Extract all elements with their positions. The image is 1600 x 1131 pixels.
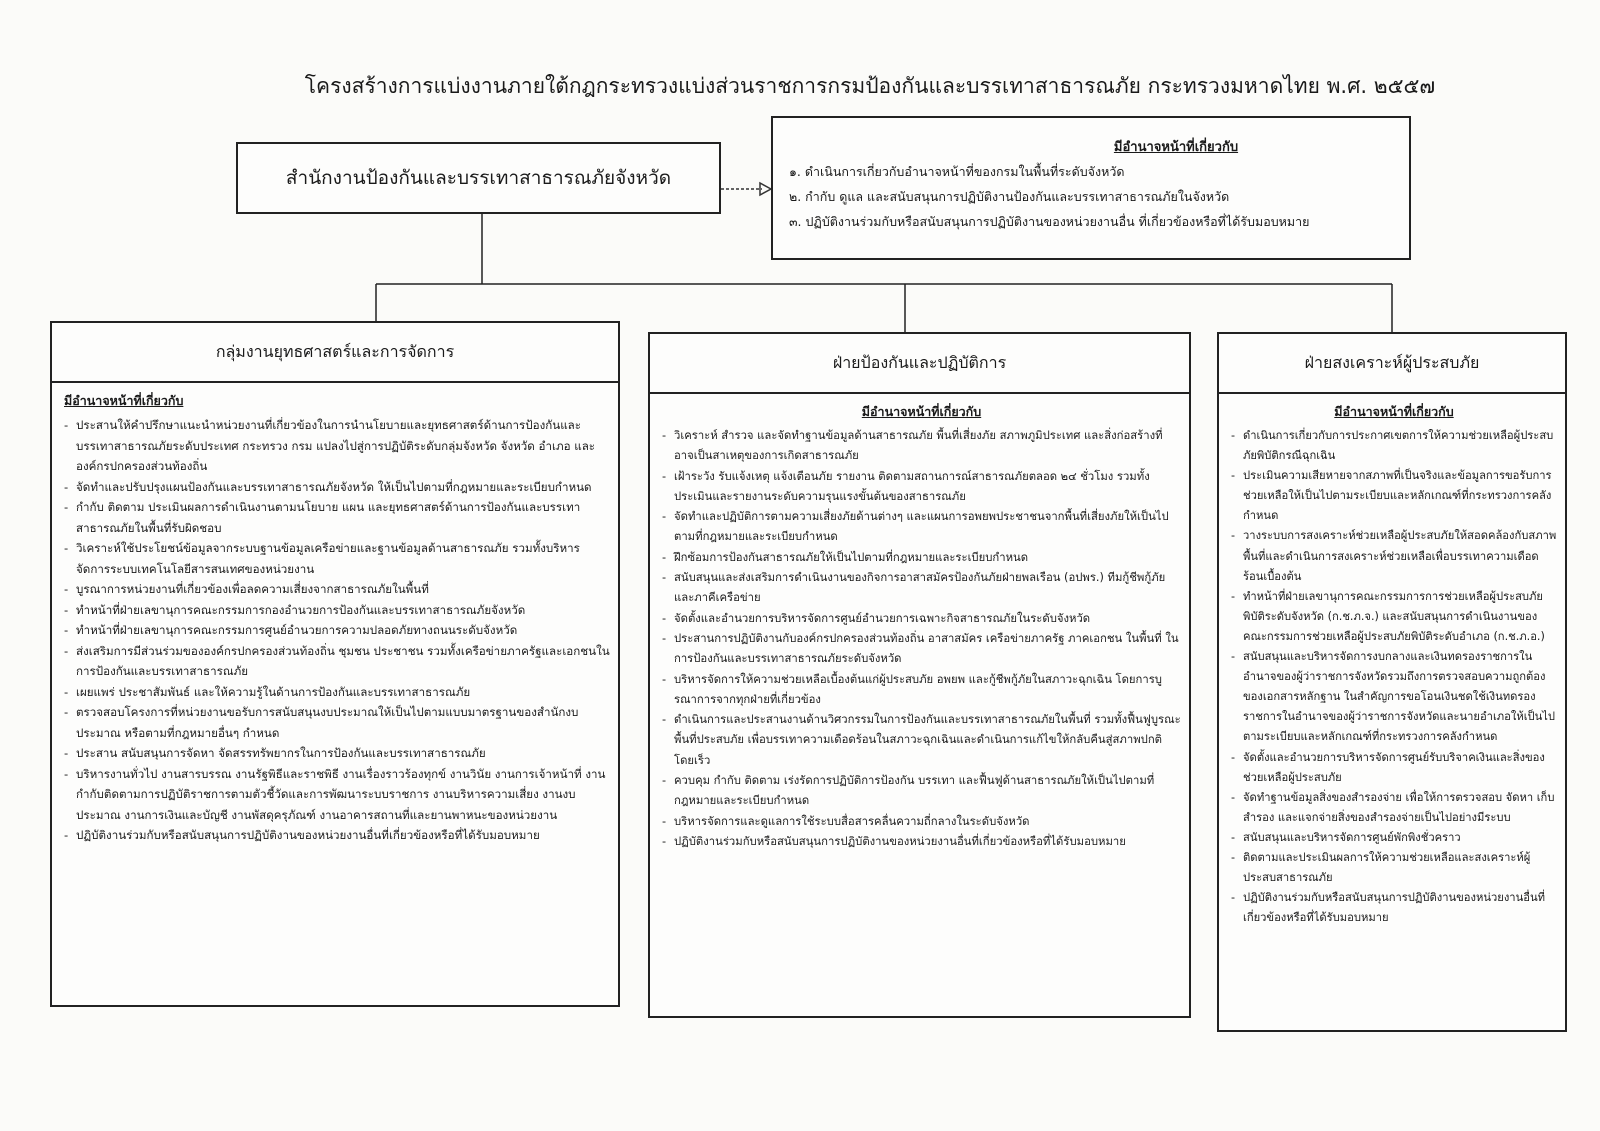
list-item: - บูรณาการหน่วยงานที่เกี่ยวข้องเพื่อลดความเสี่ยงจากสาธารณภัยในพื้นที่	[64, 579, 610, 600]
unit-title: ฝ่ายสงเคราะห์ผู้ประสบภัย	[1219, 334, 1565, 394]
unit-title: กลุ่มงานยุทธศาสตร์และการจัดการ	[52, 323, 618, 383]
list-item: - ดำเนินการและประสานงานด้านวิศวกรรมในการป้องกันและบรรเทาสาธารณภัยในพื้นที่ รวมทั้งฟื้นฟูบูรณะพื้นที่ประสบภัย เพื่อบรรเทาความเดือดร้อนในสภาวะฉุกเฉินและดำเนินการแก้ไขให้กลับคืนสู่สภาพปกติโดยเร็ว	[662, 710, 1181, 771]
office-duty-item: ๒. กำกับ ดูแล และสนับสนุนการปฏิบัติงานป้องกันและบรรเทาสาธารณภัยในจังหวัด	[789, 189, 1230, 204]
list-item: - ติดตามและประเมินผลการให้ความช่วยเหลือและสงเคราะห์ผู้ประสบสาธารณภัย	[1231, 848, 1557, 888]
list-item: - วางระบบการสงเคราะห์ช่วยเหลือผู้ประสบภัยให้สอดคล้องกับสภาพพื้นที่และดำเนินการสงเคราะห์ช่วยเหลือเพื่อบรรเทาความเดือดร้อนเบื้องต้น	[1231, 526, 1557, 586]
office-duty-item: ๓. ปฏิบัติงานร่วมกับหรือสนับสนุนการปฏิบัติงานของหน่วยงานอื่น ที่เกี่ยวข้องหรือที่ได้รับมอบหมาย	[789, 214, 1310, 229]
list-item: - จัดทำและปรับปรุงแผนป้องกันและบรรเทาสาธารณภัยจังหวัด ให้เป็นไปตามที่กฎหมายและระเบียบกำหนด	[64, 477, 610, 498]
list-item: - ประเมินความเสียหายจากสภาพที่เป็นจริงและข้อมูลการขอรับการช่วยเหลือให้เป็นไปตามระเบียบและหลักเกณฑ์ที่กระทรวงการคลังกำหนด	[1231, 466, 1557, 526]
unit-duty-title: มีอำนาจหน้าที่เกี่ยวกับ	[861, 404, 982, 419]
unit-duty-list	[1231, 426, 1557, 928]
list-item: - ทำหน้าที่ฝ่ายเลขานุการคณะกรรมการกองอำนวยการป้องกันและบรรเทาสาธารณภัยจังหวัด	[64, 600, 610, 621]
list-item: - ปฏิบัติงานร่วมกับหรือสนับสนุนการปฏิบัติงานของหน่วยงานอื่นที่เกี่ยวข้องหรือที่ได้รับมอบหมาย	[64, 825, 610, 846]
office-duties-title: มีอำนาจหน้าที่เกี่ยวกับ	[1113, 140, 1239, 155]
list-item: - เฝ้าระวัง รับแจ้งเหตุ แจ้งเตือนภัย รายงาน ติดตามสถานการณ์สาธารณภัยตลอด ๒๔ ชั่วโมง รวมทั้งประเมินและรายงานระดับความรุนแรงขั้นต้นของสาธารณภัย	[662, 467, 1181, 508]
unit-duty-list	[64, 415, 610, 846]
list-item: - ประสานการปฏิบัติงานกับองค์กรปกครองส่วนท้องถิ่น อาสาสมัคร เครือข่ายภาครัฐ ภาคเอกชน ในพื้นที่ ในการป้องกันและบรรเทาสาธารณภัยระดับจังหวัด	[662, 629, 1181, 670]
list-item: - จัดตั้งและอำนวยการบริหารจัดการศูนย์อำนวยการเฉพาะกิจสาธารณภัยในระดับจังหวัด	[662, 609, 1181, 629]
list-item: - ควบคุม กำกับ ติดตาม เร่งรัดการปฏิบัติการป้องกัน บรรเทา และฟื้นฟูด้านสาธารณภัยให้เป็นไปตามที่กฎหมายและระเบียบกำหนด	[662, 771, 1181, 812]
list-item: - เผยแพร่ ประชาสัมพันธ์ และให้ความรู้ในด้านการป้องกันและบรรเทาสาธารณภัย	[64, 682, 610, 703]
list-item: - ทำหน้าที่ฝ่ายเลขานุการคณะกรรมการศูนย์อำนวยการความปลอดภัยทางถนนระดับจังหวัด	[64, 620, 610, 641]
list-item: - วิเคราะห์ สำรวจ และจัดทำฐานข้อมูลด้านสาธารณภัย พื้นที่เสี่ยงภัย สภาพภูมิประเทศ และสิ่งก่อสร้างที่อาจเป็นสาเหตุของการเกิดสาธารณภัย	[662, 426, 1181, 467]
list-item: - บริหารจัดการให้ความช่วยเหลือเบื้องต้นแก่ผู้ประสบภัย อพยพ และกู้ชีพกู้ภัยในสภาวะฉุกเฉิน โดยการบูรณาการจากทุกฝ่ายที่เกี่ยวข้อง	[662, 670, 1181, 711]
list-item: - ดำเนินการเกี่ยวกับการประกาศเขตการให้ความช่วยเหลือผู้ประสบภัยพิบัติกรณีฉุกเฉิน	[1231, 426, 1557, 466]
list-item: - วิเคราะห์ใช้ประโยชน์ข้อมูลจากระบบฐานข้อมูลเครือข่ายและฐานข้อมูลด้านสาธารณภัย รวมทั้งบริหารจัดการระบบเทคโนโลยีสารสนเทศของหน่วยงาน	[64, 538, 610, 579]
list-item: - ปฏิบัติงานร่วมกับหรือสนับสนุนการปฏิบัติงานของหน่วยงานอื่นที่เกี่ยวข้องหรือที่ได้รับมอบหมาย	[662, 832, 1181, 852]
unit-title: ฝ่ายป้องกันและปฏิบัติการ	[650, 334, 1189, 394]
unit-duty-title: มีอำนาจหน้าที่เกี่ยวกับ	[1334, 404, 1454, 419]
list-item: - กำกับ ติดตาม ประเมินผลการดำเนินงานตามนโยบาย แผน และยุทธศาสตร์ด้านการป้องกันและบรรเทาสาธารณภัยในพื้นที่รับผิดชอบ	[64, 497, 610, 538]
list-item: - บริหารงานทั่วไป งานสารบรรณ งานรัฐพิธีและราชพิธี งานเรื่องราวร้องทุกข์ งานวินัย งานการเจ้าหน้าที่ งานกำกับติดตามการปฏิบัติราชการตามตัวชี้วัดและการพัฒนาระบบราชการ งานบริหารความเสี่ยง งานงบประมาณ งานการเงินและบัญชี งานพัสดุครุภัณฑ์ งานอาคารสถานที่และยานพาหนะของหน่วยงาน	[64, 764, 610, 826]
root-office-label: สำนักงานป้องกันและบรรเทาสาธารณภัยจังหวัด	[285, 167, 672, 189]
list-item: - สนับสนุนและบริหารจัดการศูนย์พักพิงชั่วคราว	[1231, 828, 1557, 848]
unit-duty-title: มีอำนาจหน้าที่เกี่ยวกับ	[64, 393, 184, 408]
list-item: - สนับสนุนและส่งเสริมการดำเนินงานของกิจการอาสาสมัครป้องกันภัยฝ่ายพลเรือน (อปพร.) ทีมกู้ชีพกู้ภัย และภาคีเครือข่าย	[662, 568, 1181, 609]
list-item: - ฝึกซ้อมการป้องกันสาธารณภัยให้เป็นไปตามที่กฎหมายและระเบียบกำหนด	[662, 548, 1181, 568]
list-item: - ทำหน้าที่ฝ่ายเลขานุการคณะกรรมการการช่วยเหลือผู้ประสบภัยพิบัติระดับจังหวัด (ก.ช.ภ.จ.) และสนับสนุนการดำเนินงานของคณะกรรมการช่วยเหลือผู้ประสบภัยพิบัติระดับอำเภอ (ก.ช.ภ.อ.)	[1231, 587, 1557, 647]
list-item: - ส่งเสริมการมีส่วนร่วมขององค์กรปกครองส่วนท้องถิ่น ชุมชน ประชาชน รวมทั้งเครือข่ายภาครัฐและเอกชนในการป้องกันและบรรเทาสาธารณภัย	[64, 641, 610, 682]
unit-duty-list	[662, 426, 1181, 852]
list-item: - บริหารจัดการและดูแลการใช้ระบบสื่อสารคลื่นความถี่กลางในระดับจังหวัด	[662, 812, 1181, 832]
unit-disaster-relief	[1217, 332, 1567, 1032]
unit-prevention-operations	[648, 332, 1191, 1018]
office-duty-item: ๑. ดำเนินการเกี่ยวกับอำนาจหน้าที่ของกรมในพื้นที่ระดับจังหวัด	[789, 164, 1125, 179]
list-item: - ประสาน สนับสนุนการจัดหา จัดสรรทรัพยากรในการป้องกันและบรรเทาสาธารณภัย	[64, 743, 610, 764]
office-duties-box	[771, 116, 1411, 260]
list-item: - ปฏิบัติงานร่วมกับหรือสนับสนุนการปฏิบัติงานของหน่วยงานอื่นที่เกี่ยวข้องหรือที่ได้รับมอบหมาย	[1231, 888, 1557, 928]
unit-strategy-management	[50, 321, 620, 1007]
list-item: - จัดทำและปฏิบัติการตามความเสี่ยงภัยด้านต่างๆ และแผนการอพยพประชาชนจากพื้นที่เสี่ยงภัยให้เป็นไปตามที่กฎหมายและระเบียบกำหนด	[662, 507, 1181, 548]
list-item: - ประสานให้คำปรึกษาแนะนำหน่วยงานที่เกี่ยวข้องในการนำนโยบายและยุทธศาสตร์ด้านการป้องกันและบรรเทาสาธารณภัยระดับประเทศ กระทรวง กรม แปลงไปสู่การปฏิบัติระดับกลุ่มจังหวัด จังหวัด อำเภอ และองค์กรปกครองส่วนท้องถิ่น	[64, 415, 610, 477]
list-item: - ตรวจสอบโครงการที่หน่วยงานขอรับการสนับสนุนงบประมาณให้เป็นไปตามแบบมาตรฐานของสำนักงบประมาณ หรือตามที่กฎหมายอื่นๆ กำหนด	[64, 702, 610, 743]
page-title: โครงสร้างการแบ่งงานภายใต้กฎกระทรวงแบ่งส่วนราชการกรมป้องกันและบรรเทาสาธารณภัย กระทรวงมหาดไทย พ.ศ. ๒๕๕๗	[304, 74, 1436, 98]
root-office-box	[236, 142, 721, 214]
list-item: - จัดตั้งและอำนวยการบริหารจัดการศูนย์รับบริจาคเงินและสิ่งของช่วยเหลือผู้ประสบภัย	[1231, 748, 1557, 788]
list-item: - จัดทำฐานข้อมูลสิ่งของสำรองจ่าย เพื่อให้การตรวจสอบ จัดหา เก็บสำรอง และแจกจ่ายสิ่งของสำรองจ่ายเป็นไปอย่างมีระบบ	[1231, 788, 1557, 828]
list-item: - สนับสนุนและบริหารจัดการงบกลางและเงินทดรองราชการในอำนาจของผู้ว่าราชการจังหวัดรวมถึงการตรวจสอบความถูกต้องของเอกสารหลักฐาน ในสำคัญการขอโอนเงินชดใช้เงินทดรองราชการในอำนาจของผู้ว่าราชการจังหวัดและนายอำเภอให้เป็นไปตามระเบียบและหลักเกณฑ์ที่กระทรวงการคลังกำหนด	[1231, 647, 1557, 747]
